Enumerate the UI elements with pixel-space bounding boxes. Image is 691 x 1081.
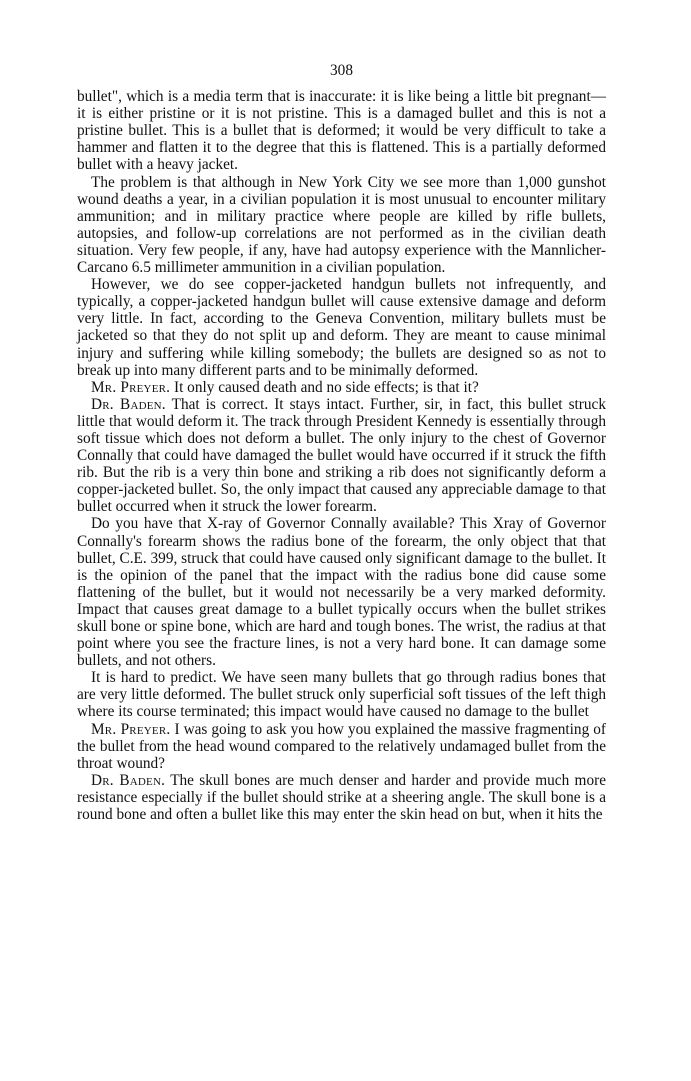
paragraph-text: The problem is that although in New York City we see more than 1,000 gunshot wound deaths a year, in a civilian population it is most unusual to encounter military ammunition; and in military practice where people are killed by rifle bullets, autopsies, and follow-up correlations are not performed as in the civilian death situation. Very few people, if any, have had autopsy experience with the Mannlicher-Carcano 6.5 millimeter ammunition in a civilian population. [77,173,606,277]
paragraph-9 [77,772,606,823]
paragraph-text: Do you have that X-ray of Governor Connally available? This Xray of Governor Connally's forearm shows the radius bone of the forearm, the only object that that bullet, C.E. 399, struck that could have caused only significant damage to the bullet. It is the opinion of the panel that the impact with the radius bone did cause some flattening of the bullet, but it would not necessarily be a very marked deformity. Impact that causes great damage to a bullet typically occurs when the bullet strikes skull bone or spine bone, which are hard and tough bones. The wrist, the radius at that point where you see the fracture lines, is not a very hard bone. It can damage some bullets, and not others. [77,515,606,670]
paragraph-7 [77,669,606,720]
paragraph-4 [77,379,606,396]
paragraph-3 [77,276,606,379]
speaker-label: Mr. Preyer. [91,378,171,396]
speaker-label: Dr. Baden. [91,771,166,789]
paragraph-text: The skull bones are much denser and harder and provide much more resistance especially if the bullet should strike at a sheering angle. The skull bone is a round bone and often a bullet like this may enter the skin head on but, when it hits the [77,771,606,824]
speaker-label: Mr. Preyer. [91,720,171,738]
paragraph-6 [77,515,606,669]
paragraph-2 [77,174,606,277]
page-number: 308 [330,62,353,79]
paragraph-1 [77,88,606,173]
paragraph-text: It only caused death and no side effects; is that it? [174,378,479,396]
paragraph-8 [77,721,606,772]
paragraph-text: bullet", which is a media term that is inaccurate: it is like being a little bit pregnant—it is either pristine or it is not pristine. This is a damaged bullet and this is not a pristine bullet. This is a bullet that is deformed; it would be very difficult to take a hammer and flatten it to the degree that this is flattened. This is a partially deformed bullet with a heavy jacket. [77,88,606,174]
paragraph-text: However, we do see copper-jacketed handgun bullets not infrequently, and typically, a copper-jacketed handgun bullet will cause extensive damage and deform very little. In fact, according to the Geneva Convention, military bullets must be jacketed so that they do not split up and deform. They are meant to cause minimal injury and suffering while killing somebody; the bullets are designed so as not to break up into many different parts and to be minimally deformed. [77,276,606,379]
speaker-label: Dr. Baden. [91,395,166,413]
paragraph-5 [77,396,606,516]
paragraph-text: It is hard to predict. We have seen many bullets that go through radius bones that are very little deformed. The bullet struck only superficial soft tissues of the left thigh where its course terminated; this impact would have caused no damage to the bullet [77,669,606,721]
paragraph-text: I was going to ask you how you explained the massive fragmenting of the bullet from the head wound compared to the relatively undamaged bullet from the throat wound? [77,720,607,772]
document-page [77,62,606,823]
paragraph-text: That is correct. It stays intact. Further, sir, in fact, this bullet struck little that would deform it. The track through President Kennedy is essentially through soft tissue which does not deform a bullet. The only injury to the chest of Governor Connally that could have damaged the bullet would have occurred if it struck the fifth rib. But the rib is a very thin bone and striking a rib does not significantly deform a copper-jacketed bullet. So, the only impact that caused any appreciable damage to that bullet occurred when it struck the lower forearm. [77,395,606,516]
